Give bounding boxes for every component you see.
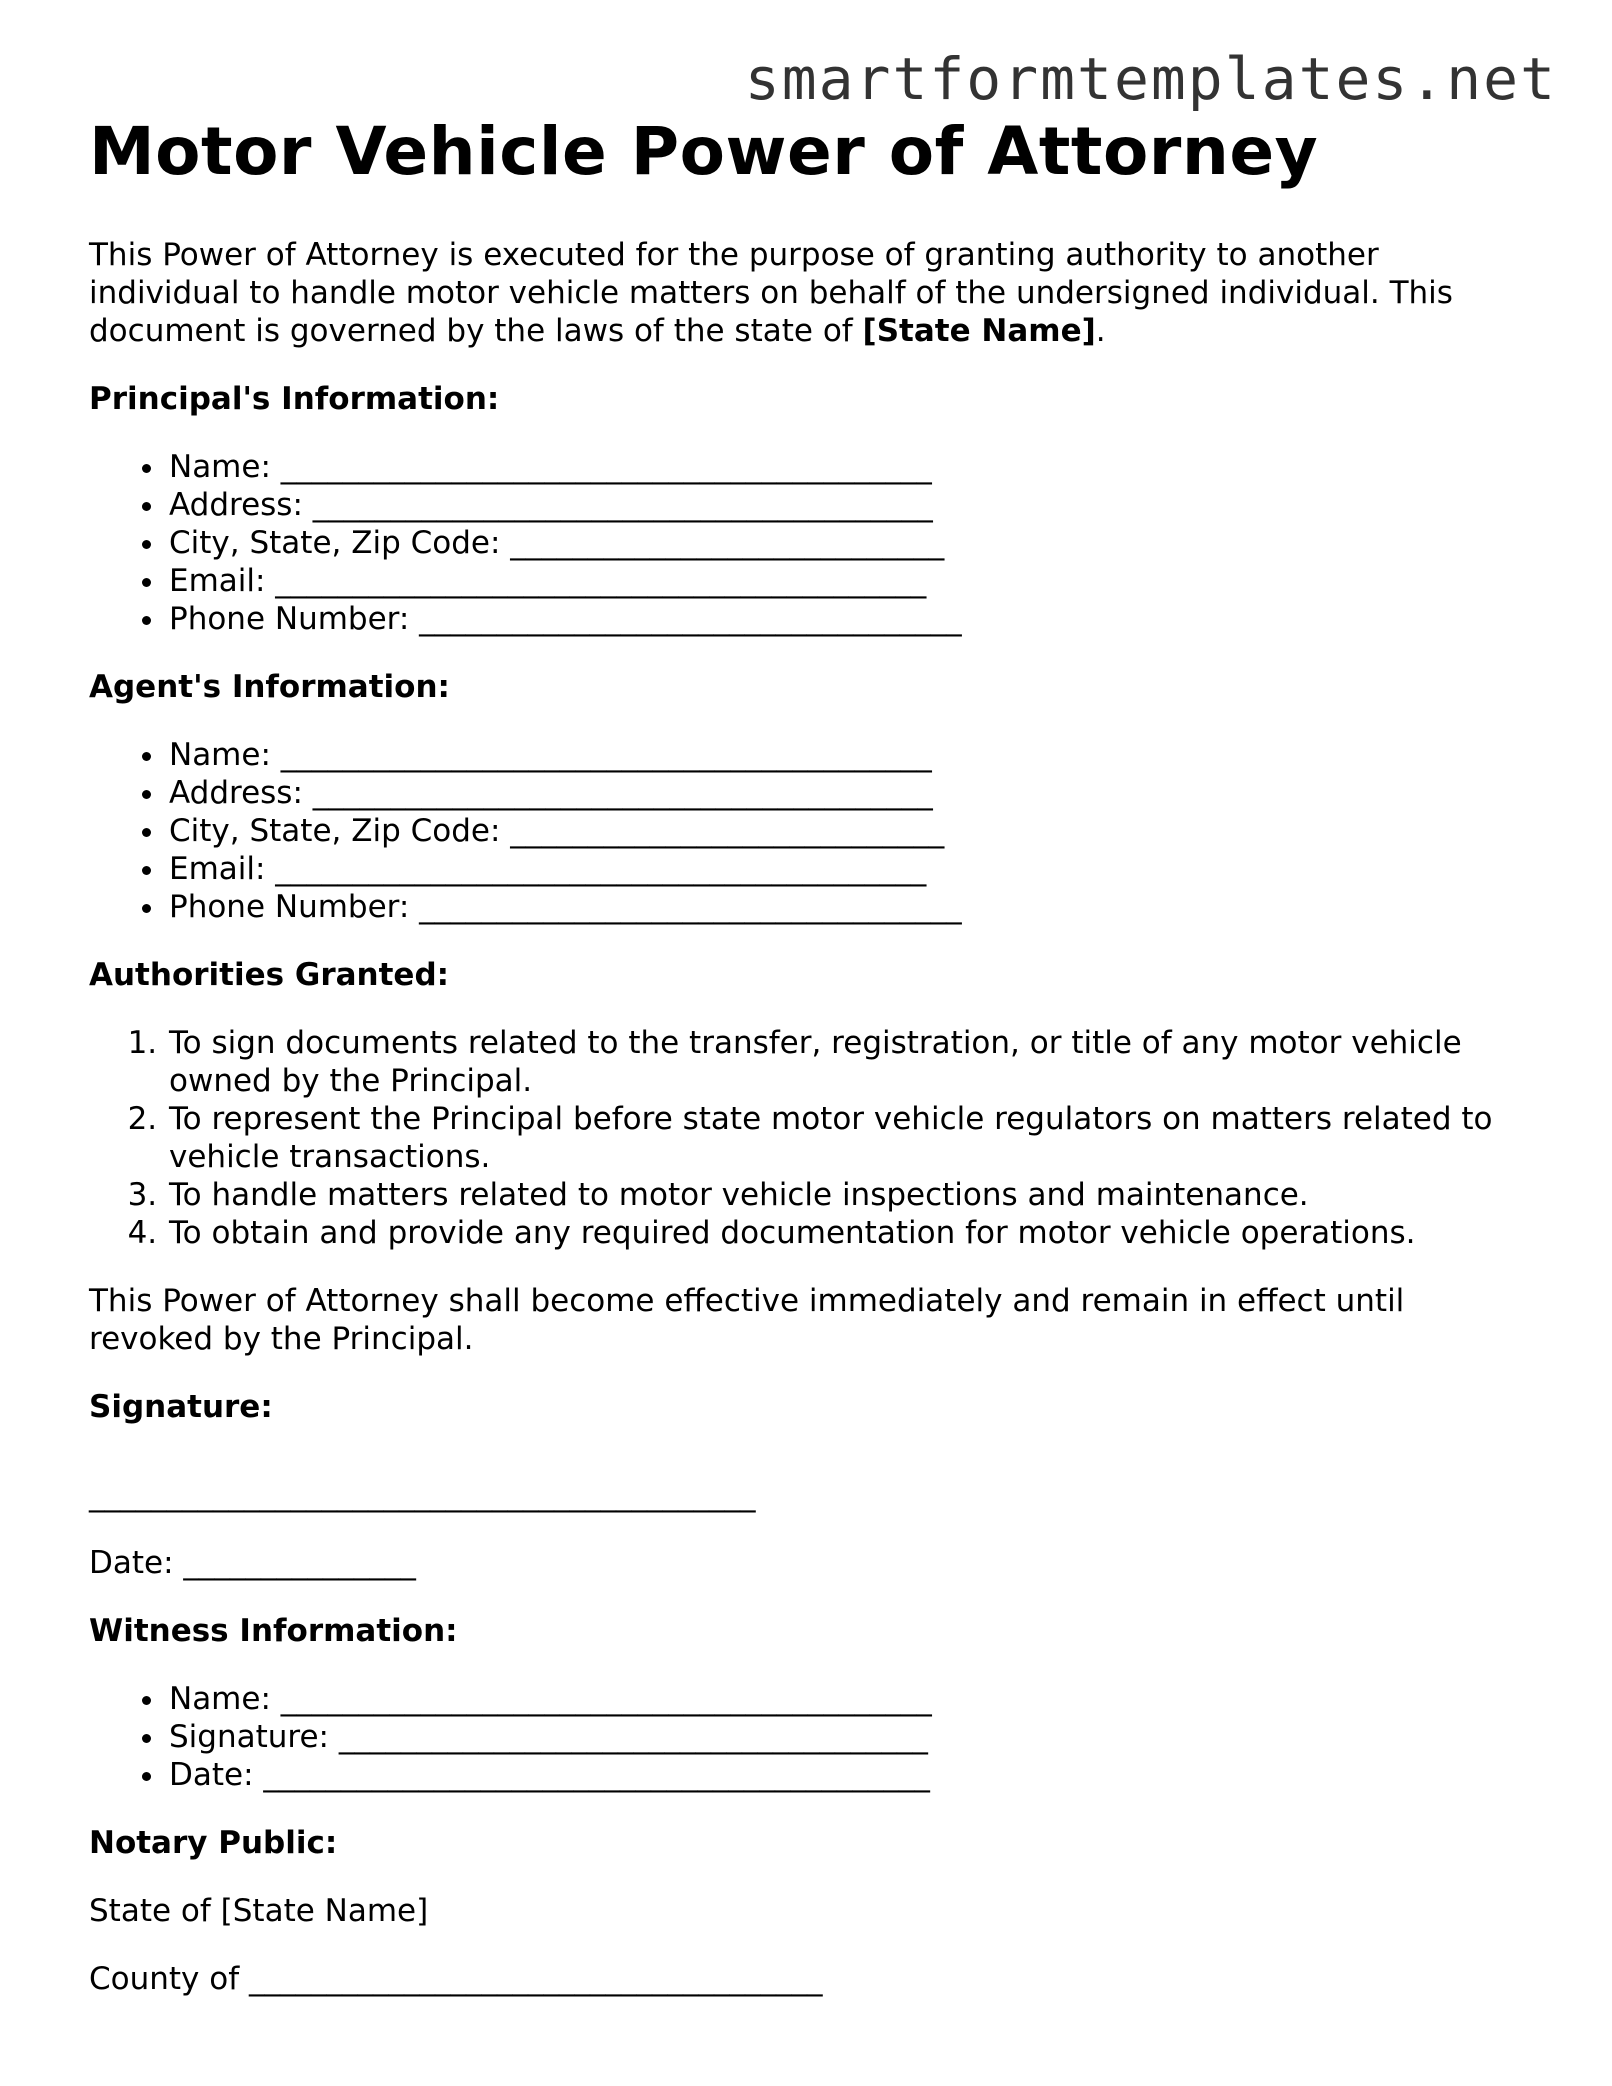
principal-email-field: • Email: __________________________________________	[167, 562, 1529, 600]
witness-name-field: • Name: __________________________________________	[167, 1680, 1529, 1718]
principal-fields-list	[89, 448, 1529, 638]
witness-date-field: • Date: ___________________________________________	[167, 1756, 1529, 1794]
witness-heading: Witness Information:	[89, 1613, 458, 1649]
authority-item: 4. To obtain and provide any required documentation for motor vehicle operations.	[167, 1214, 1529, 1252]
witness-fields-list	[89, 1680, 1529, 1794]
intro-end: .	[1095, 313, 1106, 349]
authorities-list	[89, 1024, 1529, 1252]
agent-city-state-zip-field: • City, State, Zip Code: ____________________________	[167, 812, 1529, 850]
notary-county-line: County of _____________________________________	[89, 1961, 823, 1997]
authorities-heading: Authorities Granted:	[89, 957, 450, 993]
state-name-placeholder: [State Name]	[862, 313, 1096, 349]
watermark-site-name: smartformtemplates.net	[744, 45, 1557, 113]
agent-heading: Agent's Information:	[89, 669, 450, 705]
agent-fields-list	[89, 736, 1529, 926]
witness-signature-field: • Signature: ______________________________________	[167, 1718, 1529, 1756]
agent-name-field: • Name: __________________________________________	[167, 736, 1529, 774]
agent-email-field: • Email: __________________________________________	[167, 850, 1529, 888]
principal-heading: Principal's Information:	[89, 381, 500, 417]
notary-state-line: State of [State Name]	[89, 1893, 429, 1929]
agent-phone-field: • Phone Number: ___________________________________	[167, 888, 1529, 926]
principal-city-state-zip-field: • City, State, Zip Code: ____________________________	[167, 524, 1529, 562]
authority-item: 1. To sign documents related to the transfer, registration, or title of any motor vehicle owned by the Principal.	[167, 1024, 1529, 1100]
authority-item: 3. To handle matters related to motor vehicle inspections and maintenance.	[167, 1176, 1529, 1214]
intro-text: This Power of Attorney is executed for the purpose of granting authority to another individual to handle motor vehicle matters on behalf of the undersigned individual. This document is governed by the laws of the state of	[89, 237, 1453, 349]
signature-line: ___________________________________________	[89, 1477, 756, 1513]
signature-heading: Signature:	[89, 1389, 273, 1425]
effective-paragraph: This Power of Attorney shall become effective immediately and remain in effect until revoked by the Principal.	[89, 1283, 1405, 1357]
agent-address-field: • Address: ________________________________________	[167, 774, 1529, 812]
principal-address-field: • Address: ________________________________________	[167, 486, 1529, 524]
document-page	[89, 110, 1529, 1998]
principal-phone-field: • Phone Number: ___________________________________	[167, 600, 1529, 638]
document-title: Motor Vehicle Power of Attorney	[89, 113, 1319, 190]
signature-date-line: Date: _______________	[89, 1545, 416, 1581]
notary-heading: Notary Public:	[89, 1825, 338, 1861]
principal-name-field: • Name: __________________________________________	[167, 448, 1529, 486]
intro-paragraph	[89, 236, 1529, 350]
authority-item: 2. To represent the Principal before state motor vehicle regulators on matters related to vehicle transactions.	[167, 1100, 1529, 1176]
